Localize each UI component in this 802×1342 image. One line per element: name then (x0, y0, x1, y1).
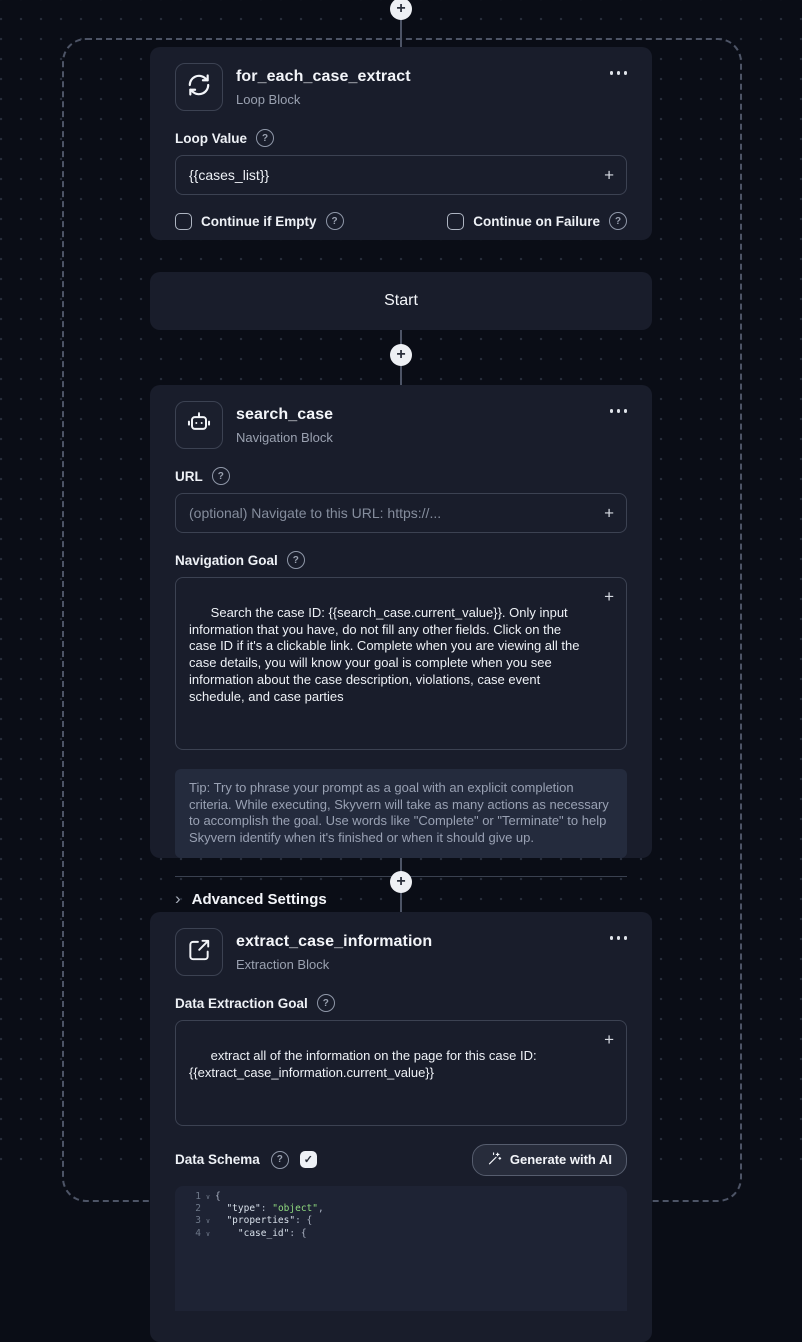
loop-block-card[interactable] (150, 47, 652, 240)
field-label-text: URL (175, 468, 203, 484)
navigation-block-titles (236, 406, 593, 445)
navigation-goal-text: Search the case ID: {{search_case.current_value}}. Only input information that you have, do not fill any other fields. Click on the case ID if it's a clickable link. Complete when you are viewing all the case details, you will know your goal is complete when you see information about the case description, violations, case event schedule, and case parties (189, 604, 584, 704)
data-schema-code-editor[interactable] (175, 1186, 627, 1311)
share-export-icon (186, 937, 212, 968)
loop-icon (186, 72, 212, 103)
block-menu-button[interactable] (606, 71, 627, 75)
url-input[interactable] (176, 494, 626, 532)
checkbox-label: Continue on Failure (473, 213, 600, 229)
url-input-box (175, 493, 627, 533)
loop-block-header (150, 47, 652, 111)
robot-icon (185, 409, 213, 442)
continue-if-empty-checkbox[interactable] (175, 213, 192, 230)
tip-text: Tip: Try to phrase your prompt as a goal with an explicit completion criteria. While executing, Skyvern will take as many actions as necessary to accomplish the goal. Use words like "Complete" or "Terminate" to help Skyvern identify when it's finished or when it should give up. (189, 780, 609, 845)
field-label-text: Loop Value (175, 130, 248, 146)
code-line (175, 1191, 627, 1203)
add-parameter-button[interactable]: + (604, 587, 614, 606)
continue-on-failure-checkbox[interactable] (447, 213, 464, 230)
continue-if-empty-option[interactable] (175, 212, 344, 230)
add-block-button[interactable]: + (390, 344, 412, 366)
navigation-block-card[interactable] (150, 385, 652, 908)
line-number: 4 (195, 1227, 201, 1239)
advanced-settings-label: Advanced Settings (191, 890, 327, 908)
code-line (175, 1228, 627, 1240)
robot-icon-box (175, 401, 223, 449)
prompt-tip-box (175, 769, 627, 857)
start-block-label: Start (384, 292, 418, 309)
code-text: "properties": { (226, 1215, 313, 1227)
code-text: "case_id": { (237, 1227, 307, 1239)
fold-arrow-icon[interactable]: ∨ (205, 1217, 211, 1226)
block-subtitle: Loop Block (236, 91, 301, 107)
line-number: 2 (195, 1203, 201, 1215)
line-number: 1 (195, 1190, 201, 1202)
loop-value-label-row (175, 129, 627, 147)
chevron-right-icon: › (175, 888, 181, 908)
field-label-text: Navigation Goal (175, 552, 278, 568)
add-parameter-button[interactable]: + (604, 165, 614, 185)
start-block-card[interactable] (150, 272, 652, 330)
generate-with-ai-button[interactable] (472, 1144, 627, 1176)
add-parameter-button[interactable]: + (604, 503, 614, 523)
wand-icon (487, 1151, 502, 1169)
help-icon[interactable]: ? (212, 467, 230, 485)
code-editor-lines (175, 1191, 627, 1240)
extraction-block-titles (236, 933, 593, 972)
code-text: { (215, 1190, 221, 1202)
add-block-button[interactable]: + (390, 871, 412, 893)
code-text: "type": "object", (226, 1203, 324, 1215)
loop-options-row (175, 212, 627, 230)
help-icon[interactable]: ? (609, 212, 627, 230)
advanced-settings-toggle[interactable] (175, 888, 627, 908)
loop-value-input[interactable] (176, 156, 626, 194)
block-menu-button[interactable] (606, 936, 627, 940)
loop-value-input-box (175, 155, 627, 195)
field-label-text: Data Extraction Goal (175, 995, 308, 1011)
data-schema-row (175, 1144, 627, 1176)
help-icon[interactable]: ? (326, 212, 344, 230)
extraction-block-header (150, 912, 652, 976)
navigation-goal-textarea[interactable] (175, 577, 627, 750)
navigation-block-header (150, 385, 652, 449)
add-parameter-button[interactable]: + (604, 1030, 614, 1049)
url-label-row (175, 467, 627, 485)
fold-arrow-icon (201, 1203, 215, 1215)
block-subtitle: Navigation Block (236, 429, 333, 445)
generate-with-ai-label: Generate with AI (509, 1152, 612, 1168)
data-extraction-goal-text: extract all of the information on the page for this case ID: {{extract_case_information.current_value}} (189, 1047, 541, 1080)
add-block-button[interactable]: + (390, 0, 412, 20)
navigation-goal-label-row (175, 551, 627, 569)
block-title: search_case (236, 405, 334, 423)
data-extraction-goal-textarea[interactable] (175, 1020, 627, 1126)
checkbox-label: Continue if Empty (201, 213, 317, 229)
data-extraction-goal-label-row (175, 994, 627, 1012)
help-icon[interactable]: ? (287, 551, 305, 569)
block-menu-button[interactable] (606, 409, 627, 413)
extract-icon-box (175, 928, 223, 976)
help-icon[interactable]: ? (317, 994, 335, 1012)
loop-block-titles (236, 68, 593, 107)
help-icon[interactable]: ? (271, 1151, 289, 1169)
connector-line (400, 16, 402, 48)
loop-icon-box (175, 63, 223, 111)
code-line (175, 1215, 627, 1227)
continue-on-failure-option[interactable] (447, 212, 627, 230)
extraction-block-card[interactable] (150, 912, 652, 1342)
fold-arrow-icon[interactable]: ∨ (205, 1192, 211, 1201)
line-number: 3 (195, 1215, 201, 1227)
data-schema-label: Data Schema (175, 1152, 260, 1168)
data-schema-checkbox[interactable]: ✓ (300, 1151, 317, 1168)
block-title: extract_case_information (236, 932, 433, 950)
fold-arrow-icon[interactable]: ∨ (205, 1229, 211, 1238)
block-title: for_each_case_extract (236, 67, 411, 85)
block-subtitle: Extraction Block (236, 956, 330, 972)
help-icon[interactable]: ? (256, 129, 274, 147)
code-line (175, 1203, 627, 1215)
